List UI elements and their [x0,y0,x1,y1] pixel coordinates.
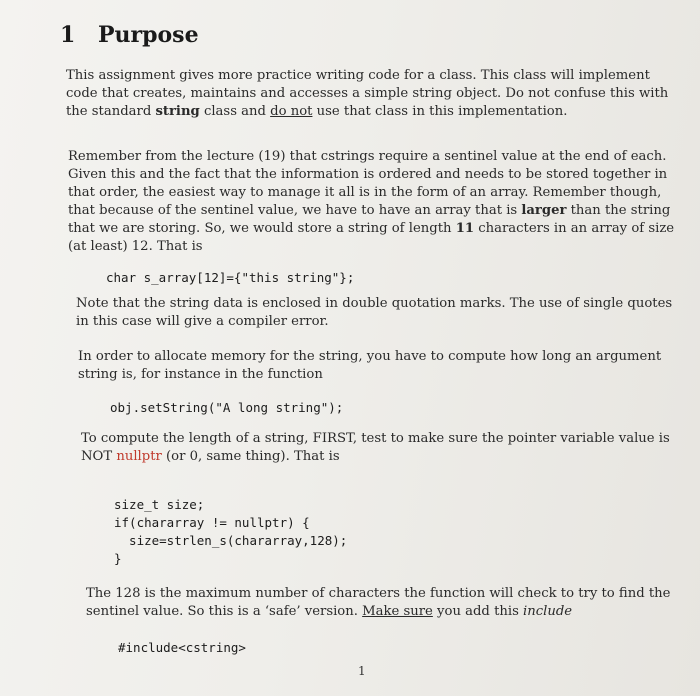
section-title: Purpose [98,22,199,48]
paragraph-sentinel [68,148,675,256]
code-include: #include<cstring> [118,640,246,655]
paragraph-quotes [76,295,673,331]
text-line: Remember from the lecture (19) that cstrings require a sentinel value at the end of each. [68,149,667,164]
text-line: The 128 is the maximum number of characters the function will check to try to find the [86,586,671,601]
nullptr-keyword: nullptr [116,449,162,464]
text-line: sentinel value. So this is a ‘safe’ version. Make sure you add this include [86,604,573,619]
text-line: the standard string class and do not use that class in this implementation. [66,104,568,119]
text-line: In order to allocate memory for the string, you have to compute how long an argument [78,349,662,364]
text-line: code that creates, maintains and accesses a simple string object. Do not confuse this with [66,86,669,101]
emphasis-11: 11 [455,221,475,236]
emphasis-include: include [523,604,573,619]
text-line: that because of the sentinel value, we have to have an array that is larger than the string [68,203,671,218]
text-line: Given this and the fact that the information is ordered and needs to be stored together in [68,167,668,182]
section-number: 1 [60,22,76,48]
paragraph-safe-version [86,585,671,621]
emphasis-do-not: do not [270,104,313,119]
text-line: that order, the easiest way to manage it all is in the form of an array. Remember though, [68,185,662,200]
emphasis-make-sure: Make sure [362,604,433,619]
text-line: (at least) 12. That is [68,239,203,254]
code-line: } [114,551,122,566]
paragraph-allocate [78,348,662,384]
section-heading [60,22,199,48]
code-array-declaration: char s_array[12]={"this string"}; [106,270,355,285]
page-number: 1 [358,664,366,678]
code-line: size_t size; [114,497,205,512]
text-line: NOT nullptr (or 0, same thing). That is [81,449,340,464]
emphasis-string: string [155,104,200,119]
emphasis-larger: larger [521,203,567,218]
text-line: string is, for instance in the function [78,367,323,382]
code-line: if(chararray != nullptr) { [114,515,310,530]
text-line: that we are storing. So, we would store a string of length 11 characters in an array of size [68,221,675,236]
text-line: Note that the string data is enclosed in double quotation marks. The use of single quotes [76,296,673,311]
paragraph-intro [66,67,669,121]
text-line: in this case will give a compiler error. [76,314,329,329]
text-line: This assignment gives more practice writing code for a class. This class will implement [66,68,650,83]
text-line: To compute the length of a string, FIRST, test to make sure the pointer variable value is [81,431,670,446]
code-line: size=strlen_s(chararray,128); [114,533,348,548]
code-set-string: obj.setString("A long string"); [110,400,344,415]
code-size-check [114,496,347,568]
paragraph-length [81,430,670,466]
